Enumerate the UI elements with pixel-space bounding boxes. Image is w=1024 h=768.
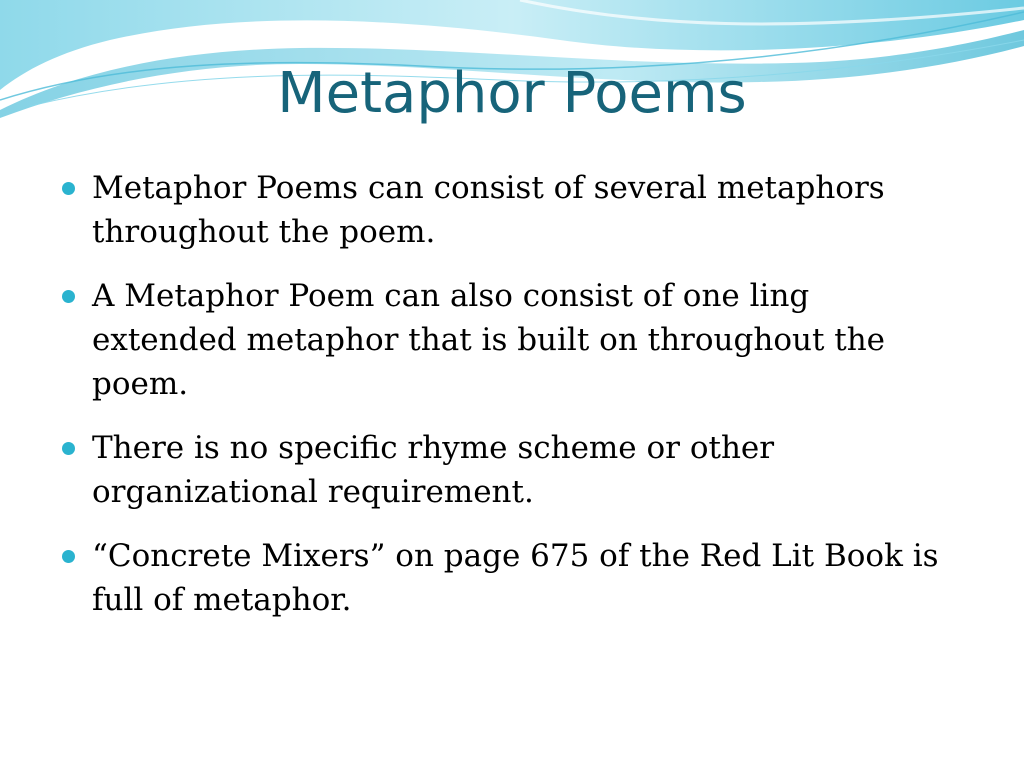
bullet-item [62,426,942,514]
bullet-dot-icon [62,442,75,455]
bullet-dot-icon [62,290,75,303]
bullet-text: Metaphor Poems can consist of several metaphors throughout the poem. [92,170,885,250]
bullet-item [62,166,942,254]
bullet-text: A Metaphor Poem can also consist of one ling extended metaphor that is built on throughout the poem. [92,278,886,402]
bullet-dot-icon [62,182,75,195]
bullet-dot-icon [62,550,75,563]
bullet-text: There is no specific rhyme scheme or other organizational requirement. [92,430,775,510]
slide-title: Metaphor Poems [277,61,747,126]
bullet-item [62,274,942,406]
bullet-text: “Concrete Mixers” on page 675 of the Red Lit Book is full of metaphor. [92,538,939,618]
bullet-list [62,166,942,642]
bullet-item [62,534,942,622]
